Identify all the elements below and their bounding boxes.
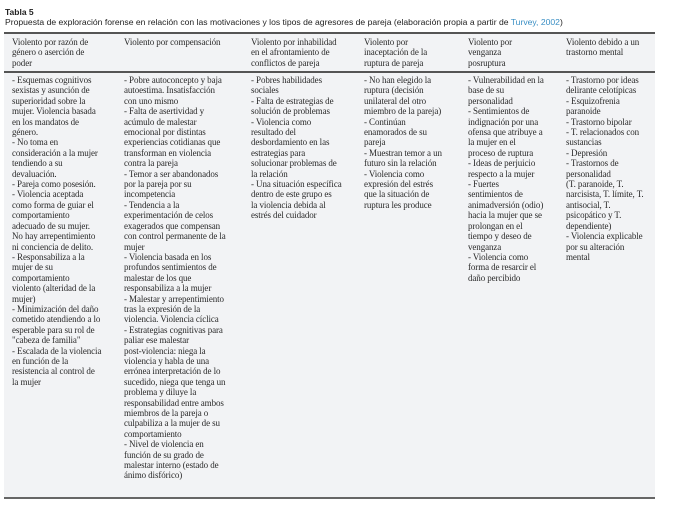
table-cell: - No han elegido la ruptura (decisión unilateral del otro miembro de la pareja) - Continúan enamorados de su pareja - Muestran temor a un futuro sin la relación - Violencia como expresión del estrés que la situación de ruptura les produce: [364, 75, 442, 210]
table-cell: - Trastorno por ideas delirante celotípicas - Esquizofrenia paranoide - Trastorno bipolar - T. relacionados con sustancias - Depresión - Trastornos de personalidad (T. paranoide, T. narcisista, T. límite, T. antisocial, T. psicopático y T. dependiente) - Violencia explicable por su alteración mental: [566, 75, 644, 262]
caption-end: ): [559, 17, 563, 27]
column-header: Violento por razón de género o aserción de poder: [12, 37, 89, 68]
table-caption: [5, 17, 563, 27]
table-title: Tabla 5: [5, 7, 34, 17]
caption-text: Propuesta de exploración forense en relación con las motivaciones y los tipos de agresores de pareja (elaboración propia a partir de: [5, 17, 511, 27]
column-header: Violento debido a un trastorno mental: [566, 37, 640, 58]
data-table: [4, 32, 655, 499]
table-cell: - Esquemas cognitivos sexistas y asunción de superioridad sobre la mujer. Violencia basada en los mandatos de género. - No toma en consideración a la mujer tendiendo a su devaluación. - Pareja como posesión. - Violencia aceptada como forma de guiar el comportamiento adecuado de su mujer. No hay arrepentimiento ni conciencia de delito. - Responsabiliza a la mujer de su comportamiento violento (alteridad de la mujer) - Minimización del daño cometido atendiendo a lo esperable para su rol de "cabeza de familia" - Escalada de la violencia en función de la resistencia al control de la mujer: [12, 75, 102, 387]
column-header: Violento por inaceptación de la ruptura de pareja: [364, 37, 428, 68]
column-header: Violento por inhabilidad en el afrontamiento de conflictos de pareja: [251, 37, 337, 68]
column-header: Violento por venganza posruptura: [468, 37, 513, 68]
citation-link[interactable]: Turvey, 2002: [510, 17, 560, 27]
table-cell: - Pobre autoconcepto y baja autoestima. Insatisfacción con uno mismo - Falta de asertividad y acúmulo de malestar emocional por distintas experiencias cotidianas que transforman en violencia contra la pareja - Temor a ser abandonados por la pareja por su incompetencia - Tendencia a la experimentación de celos exagerados que compensan con control permanente de la mujer - Violencia basada en los profundos sentimientos de malestar de los que responsabiliza a la mujer - Malestar y arrepentimiento tras la expresión de la violencia. Violencia cíclica - Estrategias cognitivas para paliar ese malestar post-violencia: niega la violencia y habla de una errónea interpretación de lo sucedido, niega que tenga un problema y diluye la responsabilidad entre ambos miembros de la pareja o culpabiliza a la mujer de su comportamiento - Nivel de violencia en función de su grado de malestar interno (estado de ánimo disfórico): [124, 75, 226, 481]
table-cell: - Vulnerabilidad en la base de su personalidad - Sentimientos de indignación por una ofensa que atribuye a la mujer en el proceso de ruptura - Ideas de perjuicio respecto a la mujer - Fuertes sentimientos de animadversión (odio) hacia la mujer que se prolongan en el tiempo y deseo de venganza - Violencia como forma de resarcir el daño percibido: [468, 75, 544, 283]
table-cell: - Pobres habilidades sociales - Falta de estrategias de solución de problemas - Violencia como resultado del desbordamiento en las estrategias para solucionar problemas de la relación - Una situación específica dentro de este grupo es la violencia debida al estrés del cuidador: [251, 75, 342, 221]
header-divider: [4, 71, 655, 73]
column-header: Violento por compensación: [124, 37, 221, 47]
